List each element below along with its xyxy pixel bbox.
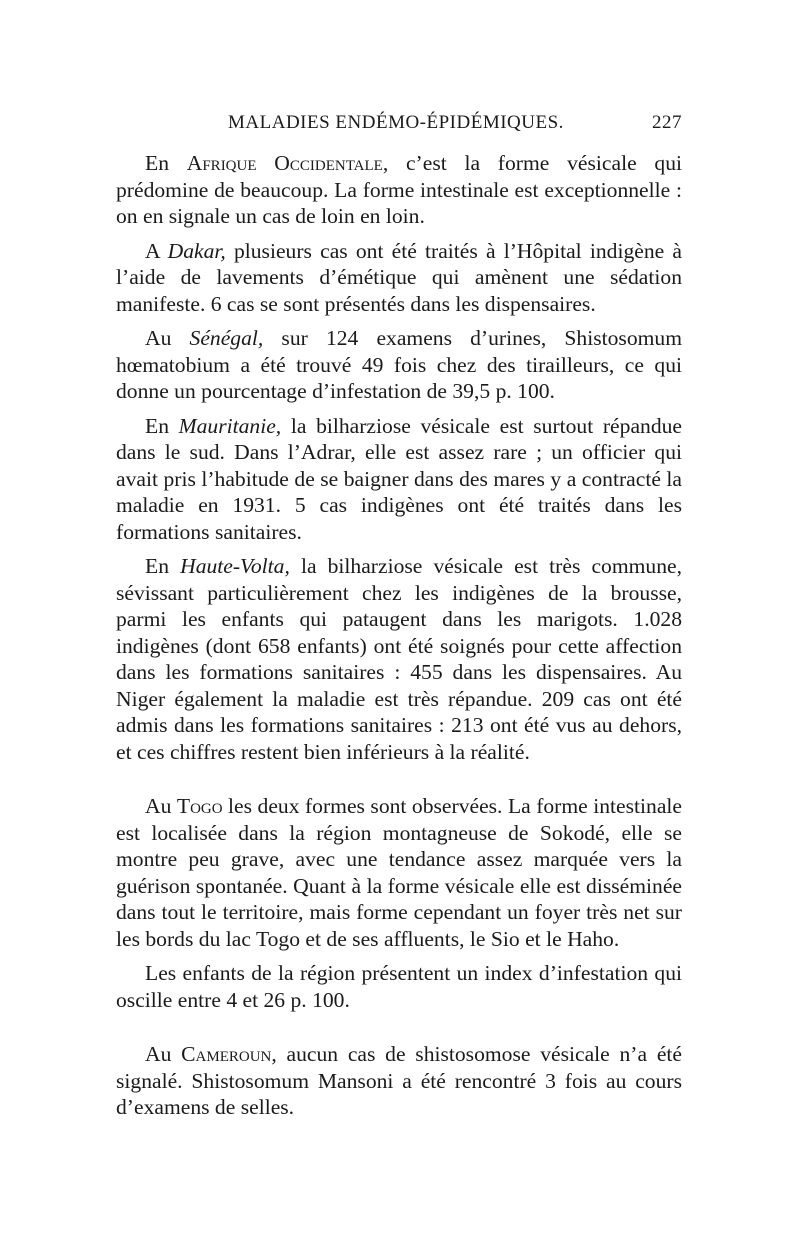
paragraph-togo: Au Togo les deux formes sont observées. La forme intestinale est localisée dans la région montagneuse de Sokodé, elle se montre peu grave, avec une tendance assez marquée vers la guérison spontanée. Quant à la forme vésicale elle est disséminée dans tout le territoire, mais forme cependant un foyer très net sur les bords du lac Togo et de ses affluents, le Sio et le Haho. [116,794,682,951]
body-text [116,150,682,1129]
paragraph-afrique-occidentale: En Afrique Occidentale, c’est la forme vésicale qui prédomine de beaucoup. La forme intestinale est exceptionnelle : on en signale un cas de loin en loin. [116,151,682,228]
place-name: Dakar, [167,238,226,263]
paragraph-mauritanie: En Mauritanie, la bilharziose vésicale est surtout répandue dans le sud. Dans l’Adrar, elle est assez rare ; un officier qui avait pris l’habitude de se baigner dans des mares y a contracté la maladie en 1931. 5 cas indigènes ont été traités dans les formations sanitaires. [116,413,682,544]
place-name: Afrique Occidentale [186,151,383,175]
place-name: Sénégal, [189,326,264,350]
place-name: Mauritanie, [178,413,282,438]
place-name: Haute-Volta, [180,554,290,578]
running-title: MALADIES ENDÉMO-ÉPIDÉMIQUES. [228,112,564,133]
place-name: Cameroun [181,1042,272,1066]
paragraph-dakar: A Dakar, plusieurs cas ont été traités à l’Hôpital indigène à l’aide de lavements d’émétique qui amènent une sédation manifeste. 6 cas se sont présentés dans les dispensaires. [116,238,682,316]
page-number: 227 [652,112,682,133]
place-name: Togo [176,794,223,818]
paragraph-cameroun: Au Cameroun, aucun cas de shistosomose vésicale n’a été signalé. Shistosomum Mansoni a été rencontré 3 fois au cours d’examens de selles. [116,1042,682,1119]
paragraph-haute-volta: En Haute-Volta, la bilharziose vésicale est très commune, sévissant particulièrement chez les indigènes de la brousse, parmi les enfants qui pataugent dans les marigots. 1.028 indigènes (dont 658 enfants) ont été soignés pour cette affection dans les formations sanitaires : 455 dans les dispensaires. Au Niger également la maladie est très répandue. 209 cas ont été admis dans les formations sanitaires : 213 ont été vus au dehors, et ces chiffres restent bien inférieurs à la réalité. [116,554,682,764]
paragraph-togo-children: Les enfants de la région présentent un index d’infestation qui oscille entre 4 et 26 p. 100. [116,961,682,1012]
paragraph-senegal: Au Sénégal, sur 124 examens d’urines, Shistosomum hœmatobium a été trouvé 49 fois chez des tirailleurs, ce qui donne un pourcentage d’infestation de 39,5 p. 100. [116,326,683,403]
running-head [116,112,682,142]
